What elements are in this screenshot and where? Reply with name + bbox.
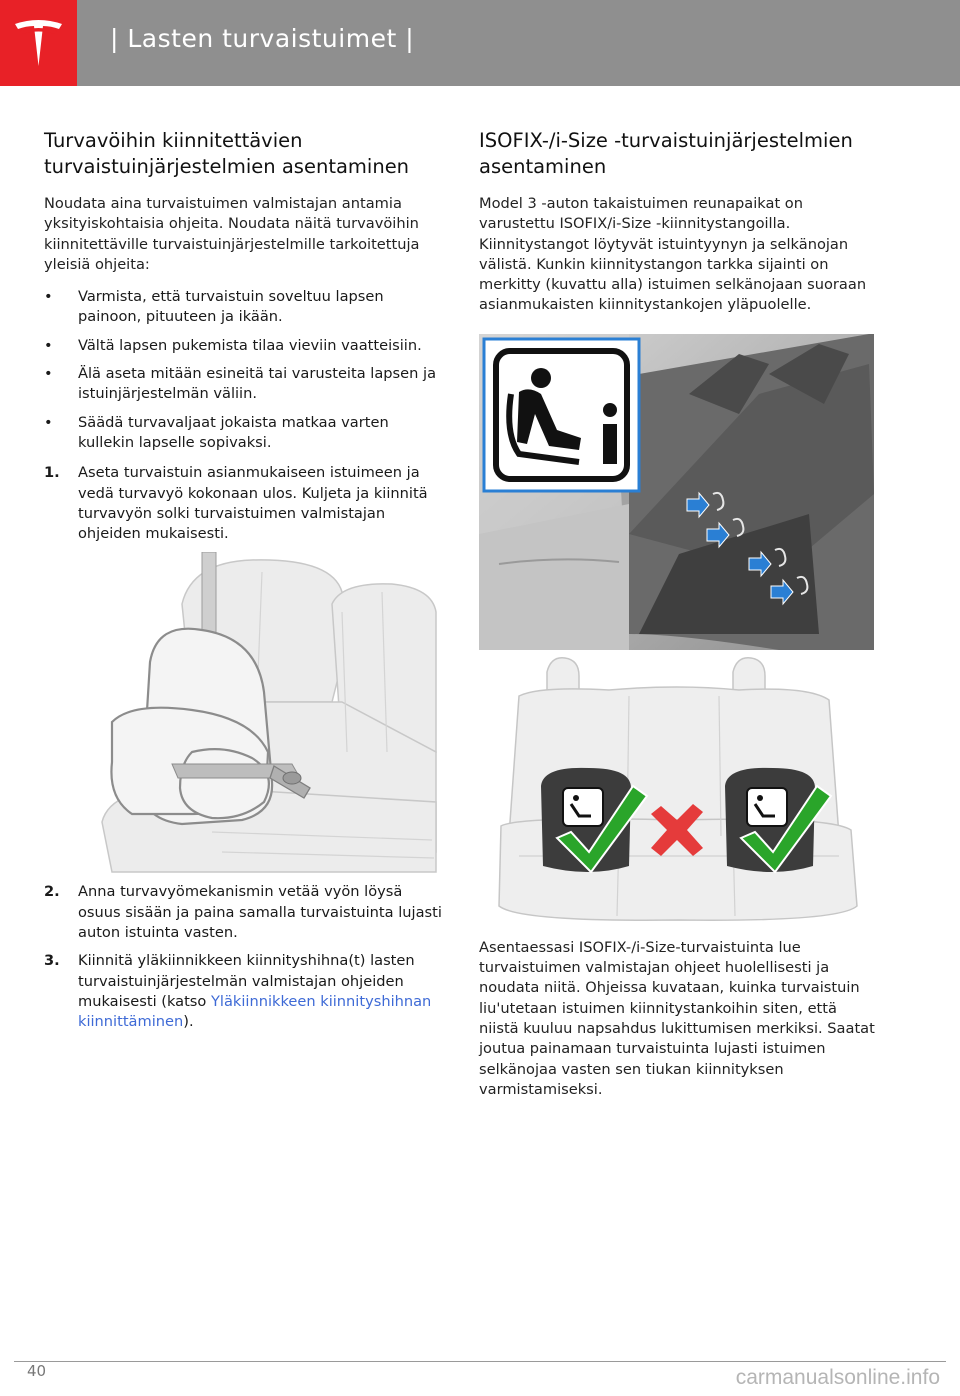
- isofix-intro-paragraph: Model 3 -auton takaistuimen reunapaikat on varustettu ISOFIX/i-Size -kiinnitystangoilla. Kiinnitystangot löytyvät istuintyynyn ja selkänojan välistä. Kunkin kiinnitystangon tarkka sijainti on merkitty (kuvattu alla) istuimen selkänojaan suoraan asianmukaisten kiinnitystankojen yläpuolelle.: [479, 195, 867, 314]
- list-item: • Älä aseta mitään esineitä tai varusteita lapsen ja istuinjärjestelmän väliin.: [44, 365, 437, 403]
- tesla-logo-icon: [13, 18, 64, 68]
- bullet-dot: •: [44, 288, 53, 306]
- watermark: carmanualsonline.info: [735, 1366, 940, 1389]
- bullet-dot: •: [44, 336, 53, 354]
- child-seat-illustration: [42, 552, 438, 874]
- section-heading-seatbelt: Turvavöihin kiinnitettävien turvaistuinjärjestelmien asentaminen: [44, 129, 410, 178]
- right-column: [479, 128, 879, 1100]
- steps-list-a: [44, 463, 444, 544]
- steps-list-b: [44, 882, 444, 1032]
- isofix-outro-paragraph: Asentaessasi ISOFIX-/i-Size-turvaistuinta lue turvaistuimen valmistajan ohjeet huolellisesti ja noudata niitä. Ohjeissa kuvataan, kuinka turvaistuin liu'utetaan istuimen kiinnitystankoihin siten, että niistä kuuluu napsahdus lukittumisen merkiksi. Saatat joutua painamaan turvaistuinta lujasti istuimen selkänojaa vasten sen tiukan kiinnityksen varmistamiseksi.: [479, 938, 875, 1098]
- isofix-position-diagram: [479, 656, 874, 928]
- top-tether-link[interactable]: Yläkiinnikkeen kiinnityshihnan kiinnittäminen: [78, 992, 432, 1031]
- list-item: • Säädä turvavaljaat jokaista matkaa varten kullekin lapselle sopivaksi.: [44, 413, 389, 451]
- list-item: • Varmista, että turvaistuin soveltuu lapsen painoon, pituuteen ja ikään.: [44, 288, 384, 326]
- intro-paragraph: Noudata aina turvaistuimen valmistajan antamia yksityiskohtaisia ohjeita. Noudata näitä turvavöihin kiinnitettäville turvaistuinjärjestelmille tarkoitettuja yleisiä ohjeita:: [44, 195, 420, 273]
- bullet-list: [44, 287, 444, 453]
- section-heading-isofix: ISOFIX-/i-Size -turvaistuinjärjestelmien asentaminen: [479, 129, 853, 178]
- step-item: 3. Kiinnitä yläkiinnikkeen kiinnityshihna(t) lasten turvaistuinjärjestelmän valmistajan ohjeiden mukaisesti (katso Yläkiinnikkeen kiinnityshihnan kiinnittäminen).: [44, 952, 432, 1031]
- page-header: [0, 0, 960, 86]
- bullet-dot: •: [44, 365, 53, 383]
- page-title: | Lasten turvaistuimet |: [110, 24, 415, 53]
- left-column: [44, 128, 444, 1041]
- page-number: 40: [27, 1362, 47, 1380]
- rear-seat-photo: [479, 334, 874, 650]
- step-item: 2. Anna turvavyömekanismin vetää vyön löysä osuus sisään ja paina samalla turvaistuinta lujasti auton istuinta vasten.: [44, 883, 442, 942]
- step-item: 1. Aseta turvaistuin asianmukaiseen istuimeen ja vedä turvavyö kokonaan ulos. Kuljeta ja kiinnitä turvavyön solki turvaistuimen valmistajan ohjeiden mukaisesti.: [44, 464, 428, 543]
- tesla-logo: [0, 0, 77, 86]
- bullet-dot: •: [44, 413, 53, 431]
- list-item: • Vältä lapsen pukemista tilaa vieviin vaatteisiin.: [44, 336, 444, 356]
- footer-divider: [14, 1361, 946, 1362]
